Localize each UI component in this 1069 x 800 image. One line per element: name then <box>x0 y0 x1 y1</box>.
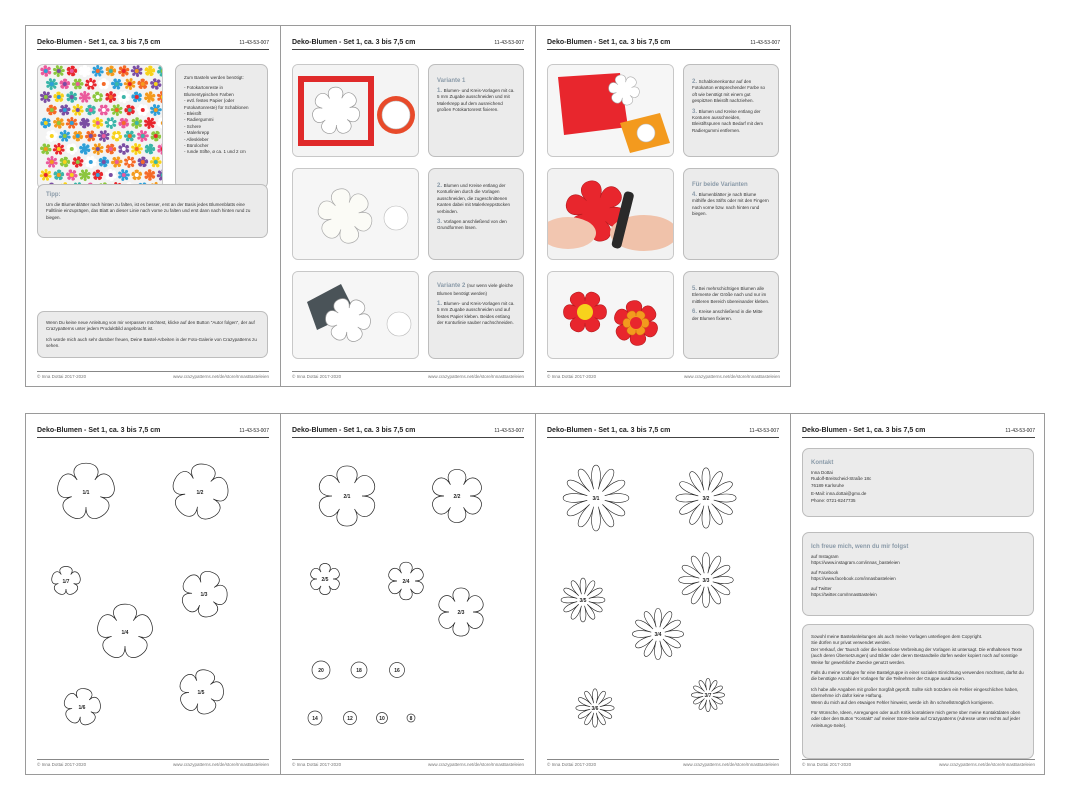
list-item: - Radiergummi <box>184 117 214 123</box>
flower-center <box>115 82 119 86</box>
list-item: - Alleskleber <box>184 136 209 142</box>
flower-center <box>148 173 152 177</box>
flower-center <box>148 69 152 73</box>
page-6 <box>536 414 791 774</box>
photo-cut-shapes <box>292 168 419 260</box>
twitter-label: auf Twitter <box>811 585 832 591</box>
twitter-link[interactable]: https://twitter.com/InnasBastelein <box>811 592 877 598</box>
taped-template-illustration <box>293 65 419 157</box>
flower-center <box>70 95 74 99</box>
flower-center <box>115 160 119 164</box>
page-4 <box>26 414 281 774</box>
list-item: - Schere <box>184 123 202 129</box>
flower-center <box>63 108 67 112</box>
step-text: Schablonenkontur auf den Fotokarton entsprechender Farbe so oft wie benötigt mit einem gut gespitzten Bleistift nachziehen. <box>692 79 766 104</box>
flower-center <box>76 160 80 164</box>
follow-title: Ich freue mich, wenn du mir folgst <box>811 544 909 550</box>
page-footer <box>547 759 779 768</box>
cut-shapes-illustration <box>293 169 419 260</box>
flower-center <box>154 134 158 138</box>
contact-box <box>802 448 1034 517</box>
mini-flower <box>157 91 163 103</box>
step-text: Blumenblätter je nach Blume mithilfe des Stifts oder mit den Fingern nach vorne bzw. nach hinten rund biegen. <box>692 192 769 217</box>
page-3 <box>536 26 791 386</box>
step-text: Blumen- und Kreis-Vorlagen mit ca. 5 mm Zugabe ausschneiden und auf festes Papier kleben. Beides entlang der Konturlinie sauber nachschneiden. <box>437 301 515 326</box>
template-label: 3/3 <box>702 578 710 584</box>
flower-center <box>89 134 93 138</box>
flower-center <box>109 121 113 125</box>
flower-templates-set-2 <box>281 414 536 776</box>
flower-center <box>57 147 61 151</box>
page-title: Deko-Blumen - Set 1, ca. 3 bis 7,5 cm <box>547 39 671 46</box>
mini-flower <box>157 143 163 155</box>
flower-center <box>76 82 80 86</box>
flower-center <box>63 160 67 164</box>
footer-url: www.crazypatterns.net/de/store/InnasBasteleien <box>683 374 780 379</box>
instagram-link[interactable]: https://www.instagram.com/innas_basteleien <box>811 560 900 566</box>
bending-petals-illustration <box>548 169 674 260</box>
contact-city: 76189 Karlsruhe <box>811 482 845 488</box>
group-use-text: Falls du meine Vorlagen für eine Bastelgruppe in einer sozialen Einrichtung verwenden möchtest, darfst du die benötigte Anzahl der Vorlagen für die Teilnehmer der Gruppe ausdrucken. <box>811 670 1024 682</box>
flower-center <box>96 69 100 73</box>
flower-center <box>57 95 61 99</box>
flower-center <box>83 173 87 177</box>
follow-note-box <box>37 311 268 358</box>
footer-url: www.crazypatterns.net/de/store/InnasBasteleien <box>427 762 524 767</box>
article-code: 11-43-53-007 <box>494 40 524 46</box>
variant2-heading <box>437 282 515 298</box>
flower-center <box>109 95 113 99</box>
paper-templates-illustration <box>293 272 419 359</box>
flower-center <box>63 82 67 86</box>
step-text: Blumen- und Kreis-Vorlagen mit ca. 5 mm Zugabe ausschneiden und mit Malerkrepp auf dem ausreichend großen Fotokartonrest fixieren. <box>437 88 515 113</box>
step-6: 6. Kreise anschließend in die Mitte der Blumen fixieren. <box>692 309 763 321</box>
flower-center <box>76 134 80 138</box>
flower-center <box>122 147 126 151</box>
circle-size-label: 8 <box>409 715 413 722</box>
footer-copyright: © Inna Dottai 2017-2020 <box>802 762 852 767</box>
flower-center <box>83 69 87 73</box>
page-header <box>802 427 1035 438</box>
bottom-spread <box>25 413 1045 775</box>
photo-stencil-tracing <box>547 64 674 157</box>
gallery-note-text: Ich würde mich auch sehr darüber freuen, Deine Bastel-Arbeiten in der Foto-Galerie von Crazypatterns zu sehen. <box>46 336 257 349</box>
flower-center <box>148 121 152 125</box>
page-title: Deko-Blumen - Set 1, ca. 3 bis 7,5 cm <box>802 427 926 434</box>
footer-copyright: © Inna Dottai 2017-2020 <box>37 762 87 767</box>
circle-size-label: 10 <box>379 715 385 722</box>
tip-title: Tipp: <box>46 192 61 198</box>
flower-center <box>154 160 158 164</box>
list-item: - Malerkrepp <box>184 130 210 136</box>
flower-center <box>70 121 74 125</box>
flower-center <box>44 69 48 73</box>
step-text: Bei mehrschichtigen Blumen alle Elemente der Größe nach und nur im mittleren Bereich übereinander kleben. <box>692 286 770 304</box>
flower-center <box>102 82 106 86</box>
stencil-tracing-illustration <box>548 65 674 157</box>
article-code: 11-43-53-007 <box>239 40 269 46</box>
step-text: Kreise anschließend in die Mitte der Blumen fixieren. <box>692 309 763 321</box>
materials-list <box>184 85 259 155</box>
page-footer <box>802 759 1035 768</box>
flower-center <box>50 134 54 138</box>
flower-center <box>148 95 152 99</box>
page-header <box>292 39 524 50</box>
flower-center <box>135 121 139 125</box>
flower-center <box>122 121 126 125</box>
stencil-steps-box <box>683 64 779 157</box>
flower-center <box>141 134 145 138</box>
variant1-title: Variante 1 <box>437 78 466 84</box>
flower-center <box>122 95 126 99</box>
template-label: 3/7 <box>704 693 712 699</box>
flower-center <box>96 121 100 125</box>
flower-center <box>128 160 132 164</box>
flower-templates-set-3 <box>536 414 791 776</box>
flower-center <box>96 147 100 151</box>
footer-url: www.crazypatterns.net/de/store/InnasBasteleien <box>172 374 269 379</box>
flower-center <box>154 82 158 86</box>
flower-center <box>50 82 54 86</box>
flower-center <box>96 95 100 99</box>
social-box <box>802 532 1034 616</box>
template-label: 3/4 <box>654 632 662 638</box>
flower-center <box>50 160 54 164</box>
flower-collection-illustration <box>38 65 163 189</box>
footer-copyright: © Inna Dottai 2017-2020 <box>292 374 342 379</box>
page-title: Deko-Blumen - Set 1, ca. 3 bis 7,5 cm <box>37 39 161 46</box>
flower-center <box>50 108 54 112</box>
footer-copyright: © Inna Dottai 2017-2020 <box>547 762 597 767</box>
photo-paper-templates <box>292 271 419 359</box>
circle-size-label: 14 <box>312 715 318 722</box>
footer-copyright: © Inna Dottai 2017-2020 <box>547 374 597 379</box>
step-4: 4. Blumenblätter je nach Blume mithilfe des Stifts oder mit den Fingern nach vorne bzw. nach hinten rund biegen. <box>692 192 769 217</box>
both-variants-title: Für beide Varianten <box>692 182 748 188</box>
circle-size-label: 20 <box>318 667 324 674</box>
template-label: 1/5 <box>197 690 205 696</box>
template-label: 3/6 <box>591 706 599 712</box>
flower-center <box>70 173 74 177</box>
flower-center <box>63 134 67 138</box>
page-footer <box>292 371 524 380</box>
flower-center <box>57 173 61 177</box>
template-label: 3/5 <box>579 598 587 604</box>
flower-center <box>83 147 87 151</box>
flower-center <box>115 108 119 112</box>
page-title: Deko-Blumen - Set 1, ca. 3 bis 7,5 cm <box>37 427 161 434</box>
article-code: 11-43-53-007 <box>750 40 780 46</box>
instagram-label: auf Instagram <box>811 554 839 559</box>
photo-flower-collection <box>37 64 163 189</box>
flower-center <box>70 147 74 151</box>
list-item: - Fotokartonreste in Blumentypischen Farben <box>184 85 234 97</box>
layering-steps-box <box>683 271 779 359</box>
flower-center <box>57 121 61 125</box>
facebook-label: auf Facebook <box>811 569 839 575</box>
page-1 <box>26 26 281 386</box>
flower-center <box>102 160 106 164</box>
variant1-step1: 1. Blumen- und Kreis-Vorlagen mit ca. 5 mm Zugabe ausschneiden und mit Malerkrepp auf dem ausreichend großen Fotokartonrest fixieren. <box>437 88 515 113</box>
article-code: 11-43-53-007 <box>494 428 524 434</box>
flower-center <box>44 173 48 177</box>
flower-center <box>109 147 113 151</box>
step-3: 3. Vorlagen anschließend von den Grundformen lösen. <box>437 219 507 231</box>
steps-box <box>428 168 524 260</box>
step-text: Vorlagen anschließend von den Grundformen lösen. <box>437 219 507 231</box>
page-footer <box>547 371 780 380</box>
page-footer <box>292 759 524 768</box>
variant2-step1: 1. Blumen- und Kreis-Vorlagen mit ca. 5 mm Zugabe ausschneiden und auf festes Papier kleben. Beides entlang der Konturlinie sauber nachschneiden. <box>437 301 515 326</box>
flower-center <box>83 121 87 125</box>
flower-center <box>44 121 48 125</box>
flower-center <box>83 95 87 99</box>
circle-size-label: 18 <box>356 667 362 674</box>
list-item: - runde Stifte, ø ca. 1 und 2 cm <box>184 149 246 155</box>
page-footer <box>37 759 269 768</box>
variant2-title: Variante 2 <box>437 283 466 289</box>
template-label: 1/4 <box>121 630 129 636</box>
contact-name: Inna Dottai <box>811 470 833 475</box>
list-item: - evtl. festes Papier (oder Fotokartonreste) für Schablonen <box>184 98 249 110</box>
template-label: 1/3 <box>200 592 208 598</box>
step-text: Blumen und Kreise entlang der Konturlinien durch die Vorlagen ausschneiden, die zugeschnittenen Kanten dabei mit Malerkreppstücken verbinden. <box>437 183 511 214</box>
template-label: 3/2 <box>702 496 710 502</box>
tip-box <box>37 184 268 238</box>
copyright-text: Sowohl meine Bastelanleitungen als auch meine Vorlagen unterliegen dem Copyright. Sie dürfen nur privat verwendet werden. Der Verkauf, der Tausch oder die kostenlose Verbreitung der Vorlagen ist untersagt. Die enthaltenen Texte (auch deren Übersetzungen) und Bilder oder deren Bestandteile dürfen weder kopiert noch auf sonstige Weise für gewerbliche Zwecke genutzt werden. <box>811 634 1023 665</box>
follow-note-text: Wenn Du keine neue Anleitung von mir verpassen möchtest, klicke auf den Button "Autor folgen", der auf Crazypatterns unter jedem Produktbild angebracht ist. <box>46 320 255 332</box>
page-7 <box>791 414 1046 774</box>
flower-center <box>109 69 113 73</box>
variant2-box <box>428 271 524 359</box>
footer-url: www.crazypatterns.net/de/store/InnasBasteleien <box>427 374 524 379</box>
step-3: 3. Blumen und Kreise entlang der Konturen ausschneiden, Bleistiftspuren nach Bedarf mit dem Radiergummi entfernen. <box>692 108 764 133</box>
flower-center <box>115 134 119 138</box>
flower-center <box>122 173 126 177</box>
contact-phone: Phone: 0721-8247735 <box>811 497 856 503</box>
flower-center <box>577 304 593 320</box>
template-label: 1/6 <box>78 705 86 711</box>
circle-size-label: 12 <box>347 715 353 722</box>
page-title: Deko-Blumen - Set 1, ca. 3 bis 7,5 cm <box>547 427 671 434</box>
variant2-note: (nur wenn viele gleiche Blumen benötigt werden) <box>437 283 514 296</box>
flower-center <box>122 69 126 73</box>
template-label: 1/1 <box>82 490 90 496</box>
finished-flowers-illustration <box>548 272 674 359</box>
flower-center <box>89 108 93 112</box>
template-label: 3/1 <box>592 496 600 502</box>
mini-flower <box>157 118 163 129</box>
flower-center <box>96 173 100 177</box>
variant1-box <box>428 64 524 157</box>
step-5: 5. Bei mehrschichtigen Blumen alle Elemente der Größe nach und nur im mittleren Bereich übereinander kleben. <box>692 286 770 304</box>
mini-flower <box>157 65 163 77</box>
materials-intro: Zum Basteln werden benötigt: <box>184 75 244 80</box>
contact-street: Rudolf-Breitscheid-Straße 18c <box>811 476 872 482</box>
article-code: 11-43-53-007 <box>749 428 779 434</box>
flower-center <box>630 317 642 329</box>
page-header <box>547 39 780 50</box>
flower-center <box>128 134 132 138</box>
template-label: 2/1 <box>343 494 351 500</box>
article-code: 11-43-53-007 <box>1005 428 1035 434</box>
flower-center <box>89 160 93 164</box>
flower-center <box>102 134 106 138</box>
list-item: - Bürolocher <box>184 143 209 149</box>
template-label: 2/5 <box>321 577 329 583</box>
materials-box <box>175 64 268 189</box>
facebook-link[interactable]: https://www.facebook.com/innasbasteleien <box>811 576 896 582</box>
feedback-text: Für Wünsche, Ideen, Anregungen oder auch Kritik kontaktiere mich gerne über meine Kontaktdaten oben oder über den Button "Kontakt" auf meiner Store-Seite auf Crazypatterns (Adresse unten rechts auf jeder Anleitungs-Seite). <box>811 710 1021 728</box>
template-label: 2/3 <box>457 610 465 616</box>
flower-center <box>102 108 106 112</box>
page-header <box>37 39 269 50</box>
footer-copyright: © Inna Dottai 2017-2020 <box>37 374 87 379</box>
flower-center <box>44 147 48 151</box>
contact-title: Kontakt <box>811 460 834 466</box>
step-text: Blumen und Kreise entlang der Konturen ausschneiden, Bleistiftspuren nach Bedarf mit dem Radiergummi entfernen. <box>692 108 764 133</box>
flower-center <box>148 147 152 151</box>
flower-center <box>141 82 145 86</box>
article-code: 11-43-53-007 <box>239 428 269 434</box>
contact-email: E-Mail: inna.dottai@gmx.de <box>811 491 867 497</box>
flower-center <box>135 173 139 177</box>
list-item: - Bleistift <box>184 111 202 117</box>
flower-center <box>135 95 139 99</box>
flower-center <box>109 173 113 177</box>
flower-center <box>141 108 145 112</box>
footer-url: www.crazypatterns.net/de/store/InnasBasteleien <box>682 762 779 767</box>
tip-text: Um die Blumenblätter nach hinten zu falten, ist es besser, erst an der Basis jedes Blumenblatts eine Falltlinie einzuprägen, das Blatt an dieser Linie nach vorne zu falten und erst dann nach hinten rund zu biegen. <box>46 202 251 220</box>
photo-bending-petals <box>547 168 674 260</box>
flower-center <box>135 69 139 73</box>
template-label: 1/2 <box>196 490 204 496</box>
flower-center <box>70 69 74 73</box>
step-2: 2. Schablonenkontur auf den Fotokarton entsprechender Farbe so oft wie benötigt mit einem gut gespitzten Bleistift nachziehen. <box>692 79 766 104</box>
copyright-notice-box <box>802 624 1034 759</box>
both-variants-box <box>683 168 779 260</box>
flower-center <box>135 147 139 151</box>
template-label: 2/4 <box>402 579 410 585</box>
footer-url: www.crazypatterns.net/de/store/InnasBasteleien <box>172 762 269 767</box>
template-label: 1/7 <box>62 579 70 585</box>
page-title: Deko-Blumen - Set 1, ca. 3 bis 7,5 cm <box>292 427 416 434</box>
flower-center <box>141 160 145 164</box>
flower-center <box>128 82 132 86</box>
footer-copyright: © Inna Dottai 2017-2020 <box>292 762 342 767</box>
circle-size-label: 16 <box>394 667 400 674</box>
footer-url: www.crazypatterns.net/de/store/InnasBasteleien <box>938 762 1035 767</box>
photo-template-taped <box>292 64 419 157</box>
page-title: Deko-Blumen - Set 1, ca. 3 bis 7,5 cm <box>292 39 416 46</box>
flower-center <box>154 108 158 112</box>
flower-center <box>128 108 132 112</box>
flower-center <box>44 95 48 99</box>
step-2: 2. Blumen und Kreise entlang der Konturlinien durch die Vorlagen ausschneiden, die zugeschnittenen Kanten dabei mit Malerkreppstücken verbinden. <box>437 183 511 214</box>
template-label: 2/2 <box>453 494 461 500</box>
flower-templates-set-1 <box>26 414 281 776</box>
page-footer <box>37 371 269 380</box>
flower-center <box>76 108 80 112</box>
page-2 <box>281 26 536 386</box>
liability-text: Ich habe alle Angaben mit großer Sorgfalt geprüft. Sollte sich trotzdem ein Fehler eingeschlichen haben, übernehme ich dafür keine Haftung. Wenn du mich auf den etwaigen Fehler hinweist, werde ich ihn schnellstmöglich korrigieren. <box>811 686 1019 705</box>
flower-center <box>57 69 61 73</box>
flower-center <box>89 82 93 86</box>
photo-finished-flowers <box>547 271 674 359</box>
mini-flower <box>157 169 163 181</box>
top-spread <box>25 25 791 387</box>
page-5 <box>281 414 536 774</box>
